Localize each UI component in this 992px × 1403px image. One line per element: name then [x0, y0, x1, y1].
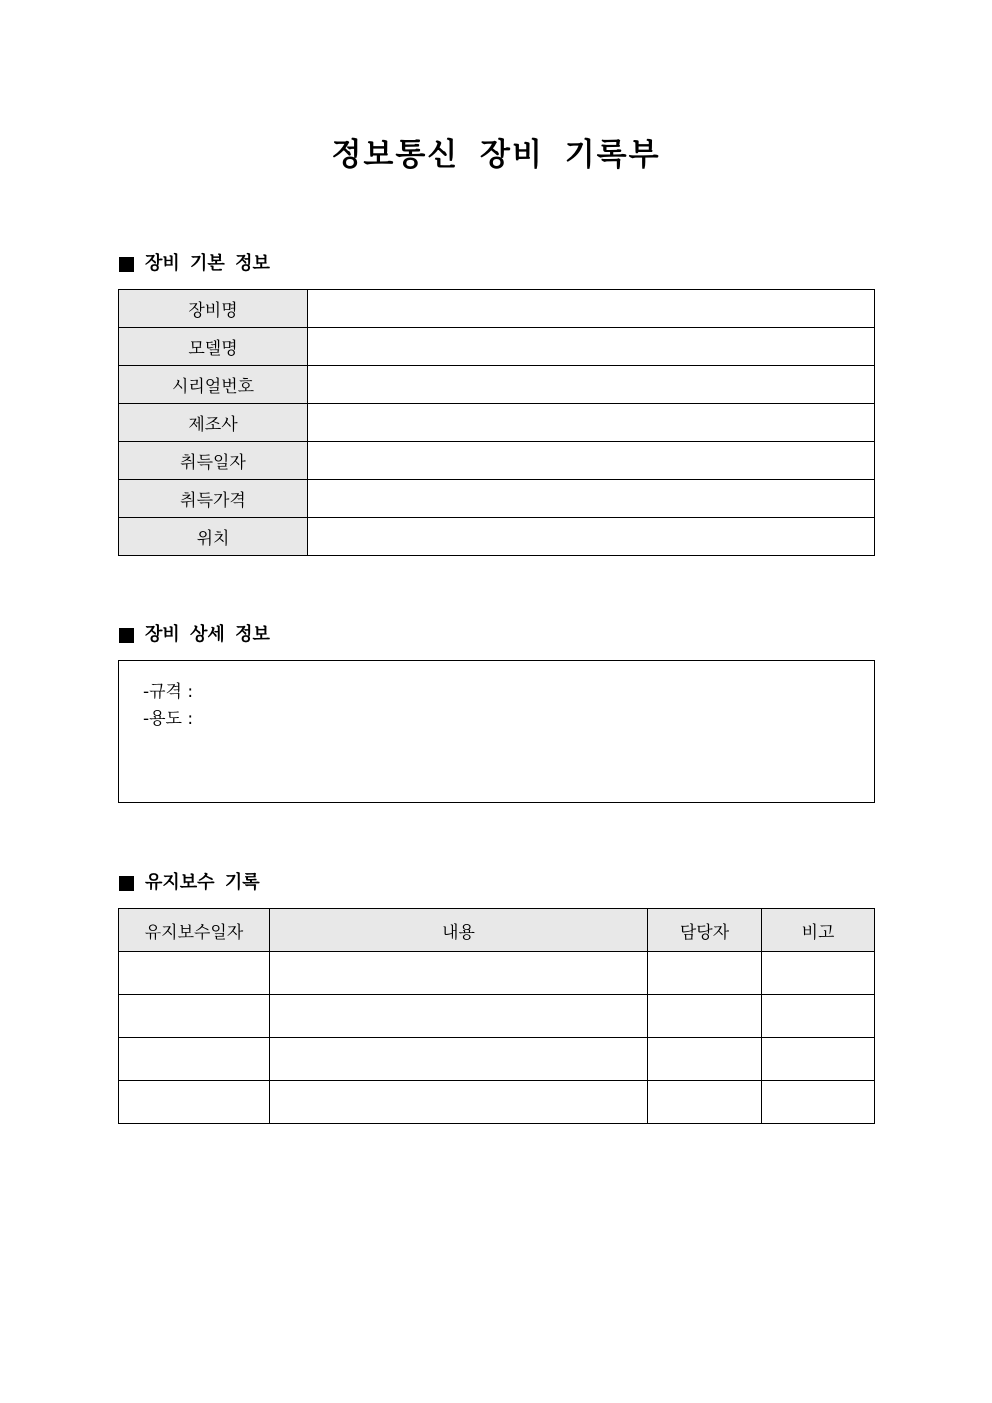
column-header-date: 유지보수일자	[119, 909, 270, 952]
label-acquisition-price: 취득가격	[119, 480, 308, 518]
basic-info-table	[118, 289, 875, 556]
page-title: 정보통신 장비 기록부	[331, 137, 661, 173]
table-row	[119, 404, 875, 442]
table-row	[119, 366, 875, 404]
square-bullet-icon	[119, 257, 134, 272]
table-cell[interactable]	[648, 1038, 762, 1081]
table-cell[interactable]	[119, 995, 270, 1038]
table-cell[interactable]	[648, 1081, 762, 1124]
table-cell[interactable]	[762, 995, 875, 1038]
table-cell[interactable]	[119, 952, 270, 995]
table-row	[119, 480, 875, 518]
label-acquisition-date: 취득일자	[119, 442, 308, 480]
field-acquisition-price[interactable]	[308, 480, 875, 518]
field-serial-number[interactable]	[308, 366, 875, 404]
label-equipment-name: 장비명	[119, 290, 308, 328]
section-heading-label: 장비 기본 정보	[145, 253, 270, 274]
maintenance-table	[118, 908, 875, 1124]
field-equipment-name[interactable]	[308, 290, 875, 328]
section-heading-maintenance	[118, 870, 260, 896]
label-model-name: 모델명	[119, 328, 308, 366]
table-row	[119, 1038, 875, 1081]
table-row	[119, 328, 875, 366]
table-cell[interactable]	[270, 995, 648, 1038]
table-cell[interactable]	[762, 1038, 875, 1081]
label-manufacturer: 제조사	[119, 404, 308, 442]
section-heading-label: 유지보수 기록	[145, 872, 260, 893]
table-cell[interactable]	[119, 1081, 270, 1124]
column-header-content: 내용	[270, 909, 648, 952]
section-heading-basic-info	[118, 251, 270, 277]
table-row	[119, 518, 875, 556]
section-heading-label: 장비 상세 정보	[145, 624, 270, 645]
label-serial-number: 시리얼번호	[119, 366, 308, 404]
section-heading-detail-info	[118, 622, 270, 648]
table-row	[119, 995, 875, 1038]
detail-purpose-line: -용도 :	[143, 709, 194, 729]
table-header-row	[119, 909, 875, 952]
detail-info-box[interactable]	[118, 660, 875, 803]
field-model-name[interactable]	[308, 328, 875, 366]
field-location[interactable]	[308, 518, 875, 556]
label-location: 위치	[119, 518, 308, 556]
table-row	[119, 442, 875, 480]
table-cell[interactable]	[762, 1081, 875, 1124]
table-cell[interactable]	[648, 995, 762, 1038]
table-cell[interactable]	[119, 1038, 270, 1081]
detail-spec-line: -규격 :	[143, 682, 194, 702]
table-cell[interactable]	[270, 1038, 648, 1081]
column-header-manager: 담당자	[648, 909, 762, 952]
table-cell[interactable]	[270, 1081, 648, 1124]
table-row	[119, 1081, 875, 1124]
table-cell[interactable]	[648, 952, 762, 995]
field-acquisition-date[interactable]	[308, 442, 875, 480]
table-row	[119, 290, 875, 328]
table-row	[119, 952, 875, 995]
square-bullet-icon	[119, 628, 134, 643]
column-header-note: 비고	[762, 909, 875, 952]
table-cell[interactable]	[762, 952, 875, 995]
field-manufacturer[interactable]	[308, 404, 875, 442]
table-cell[interactable]	[270, 952, 648, 995]
square-bullet-icon	[119, 876, 134, 891]
